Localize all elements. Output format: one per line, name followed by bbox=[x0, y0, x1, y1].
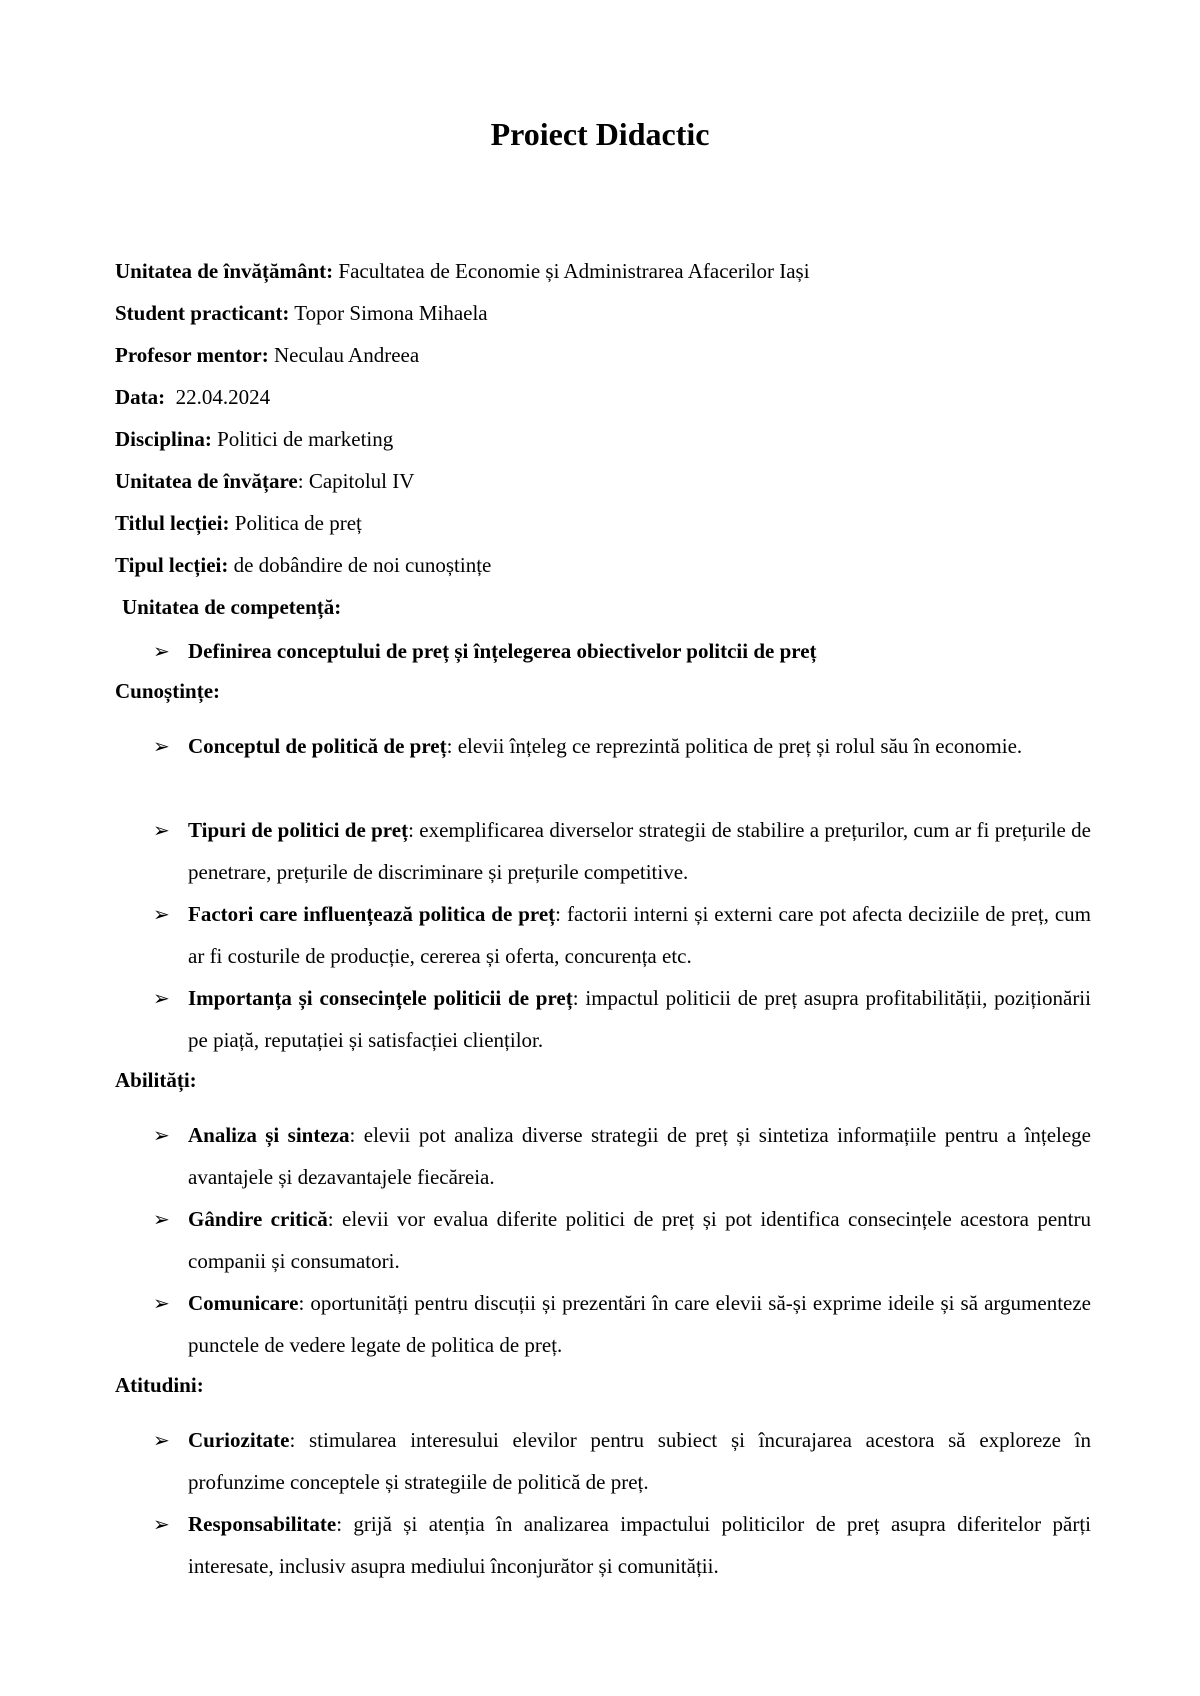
ability-text: : elevii vor evalua diferite politici de preț și pot identifica consecințele acestora pentru companii și consumatori. bbox=[188, 1207, 1091, 1273]
arrow-bullet-icon: ➢ bbox=[153, 1428, 170, 1452]
arrow-bullet-icon: ➢ bbox=[153, 734, 170, 758]
meta-label: Unitatea de învățare bbox=[115, 469, 298, 493]
abilities-heading: Abilități: bbox=[115, 1068, 197, 1092]
attitude-item bbox=[153, 1503, 1091, 1587]
meta-value: 22.04.2024 bbox=[165, 385, 271, 409]
knowledge-text: : exemplificarea diverselor strategii de stabilire a prețurilor, cum ar fi prețurile de penetrare, prețurile de discriminare și prețurile competitive. bbox=[188, 818, 1091, 884]
meta-discipline bbox=[115, 424, 1090, 466]
attitude-text: : stimularea interesului elevilor pentru subiect și încurajarea acestora să exploreze în profunzime conceptele și strategiile de politică de preț. bbox=[188, 1428, 1091, 1494]
lesson-metadata bbox=[115, 256, 1090, 592]
knowledge-text: : factorii interni și externi care pot afecta deciziile de preț, cum ar fi costurile de producție, cererea și oferta, concurența etc. bbox=[188, 902, 1091, 968]
knowledge-term: Tipuri de politici de preț bbox=[188, 818, 409, 842]
knowledge-text: : impactul politicii de preț asupra profitabilității, poziționării pe piață, reputației și satisfacției clienților. bbox=[188, 986, 1091, 1052]
arrow-bullet-icon: ➢ bbox=[153, 986, 170, 1010]
meta-student bbox=[115, 298, 1090, 340]
ability-text: : elevii pot analiza diverse strategii de preț și sintetiza informațiile pentru a înțelege avantajele și dezavantajele fiecăreia. bbox=[188, 1123, 1091, 1189]
meta-value: Topor Simona Mihaela bbox=[289, 301, 488, 325]
ability-term: Comunicare bbox=[188, 1291, 299, 1315]
meta-lesson-title bbox=[115, 508, 1090, 550]
competence-heading: Unitatea de competență: bbox=[122, 595, 342, 619]
meta-label: Disciplina: bbox=[115, 427, 212, 451]
arrow-bullet-icon: ➢ bbox=[153, 1291, 170, 1315]
meta-label: Titlul lecției: bbox=[115, 511, 230, 535]
knowledge-text: : elevii înțeleg ce reprezintă politica de preț și rolul său în economie. bbox=[446, 734, 1023, 758]
meta-school bbox=[115, 256, 1090, 298]
knowledge-item bbox=[153, 977, 1091, 1061]
attitude-item bbox=[153, 1419, 1091, 1503]
attitude-term: Responsabilitate bbox=[188, 1512, 337, 1536]
meta-label: Student practicant: bbox=[115, 301, 290, 325]
ability-term: Gândire critică bbox=[188, 1207, 328, 1231]
meta-value: : Capitolul IV bbox=[297, 469, 415, 493]
arrow-bullet-icon: ➢ bbox=[153, 1123, 170, 1147]
arrow-bullet-icon: ➢ bbox=[153, 1207, 170, 1231]
ability-item bbox=[153, 1282, 1091, 1366]
document-title: Proiect Didactic bbox=[490, 116, 710, 152]
arrow-bullet-icon: ➢ bbox=[153, 818, 170, 842]
meta-value: Neculau Andreea bbox=[268, 343, 420, 367]
knowledge-term: Importanța și consecințele politicii de preț bbox=[188, 986, 573, 1010]
attitude-text: : grijă și atenția în analizarea impactului politicilor de preț asupra diferitelor părți interesate, inclusiv asupra mediului înconjurător și comunității. bbox=[188, 1512, 1091, 1578]
attitudes-heading: Atitudini: bbox=[115, 1373, 204, 1397]
meta-value: Politici de marketing bbox=[211, 427, 394, 451]
meta-value: de dobândire de noi cunoștințe bbox=[228, 553, 492, 577]
knowledge-item bbox=[153, 893, 1091, 977]
meta-lesson-type bbox=[115, 550, 1090, 592]
meta-value: Facultatea de Economie și Administrarea Afacerilor Iași bbox=[333, 259, 810, 283]
meta-label: Profesor mentor: bbox=[115, 343, 269, 367]
knowledge-term: Factori care influențează politica de preț bbox=[188, 902, 556, 926]
meta-value: Politica de preț bbox=[229, 511, 362, 535]
meta-label: Data: bbox=[115, 385, 166, 409]
knowledge-item bbox=[153, 725, 1091, 767]
knowledge-term: Conceptul de politică de preț bbox=[188, 734, 447, 758]
ability-item bbox=[153, 1198, 1091, 1282]
meta-date bbox=[115, 382, 1090, 424]
competence-text: Definirea conceptului de preț și înțelegerea obiectivelor politcii de preț bbox=[188, 639, 817, 663]
knowledge-heading: Cunoștințe: bbox=[115, 679, 221, 703]
arrow-bullet-icon: ➢ bbox=[153, 639, 170, 663]
arrow-bullet-icon: ➢ bbox=[153, 1512, 170, 1536]
ability-text: : oportunități pentru discuții și prezentări în care elevii să-și exprime ideile și să argumenteze punctele de vedere legate de politica de preț. bbox=[188, 1291, 1091, 1357]
meta-learning-unit bbox=[115, 466, 1090, 508]
ability-item bbox=[153, 1114, 1091, 1198]
meta-label: Tipul lecției: bbox=[115, 553, 229, 577]
ability-term: Analiza și sinteza bbox=[188, 1123, 350, 1147]
knowledge-item bbox=[153, 809, 1091, 893]
competence-item bbox=[153, 630, 1091, 672]
meta-mentor bbox=[115, 340, 1090, 382]
attitude-term: Curiozitate bbox=[188, 1428, 290, 1452]
meta-label: Unitatea de învățământ: bbox=[115, 259, 334, 283]
arrow-bullet-icon: ➢ bbox=[153, 902, 170, 926]
